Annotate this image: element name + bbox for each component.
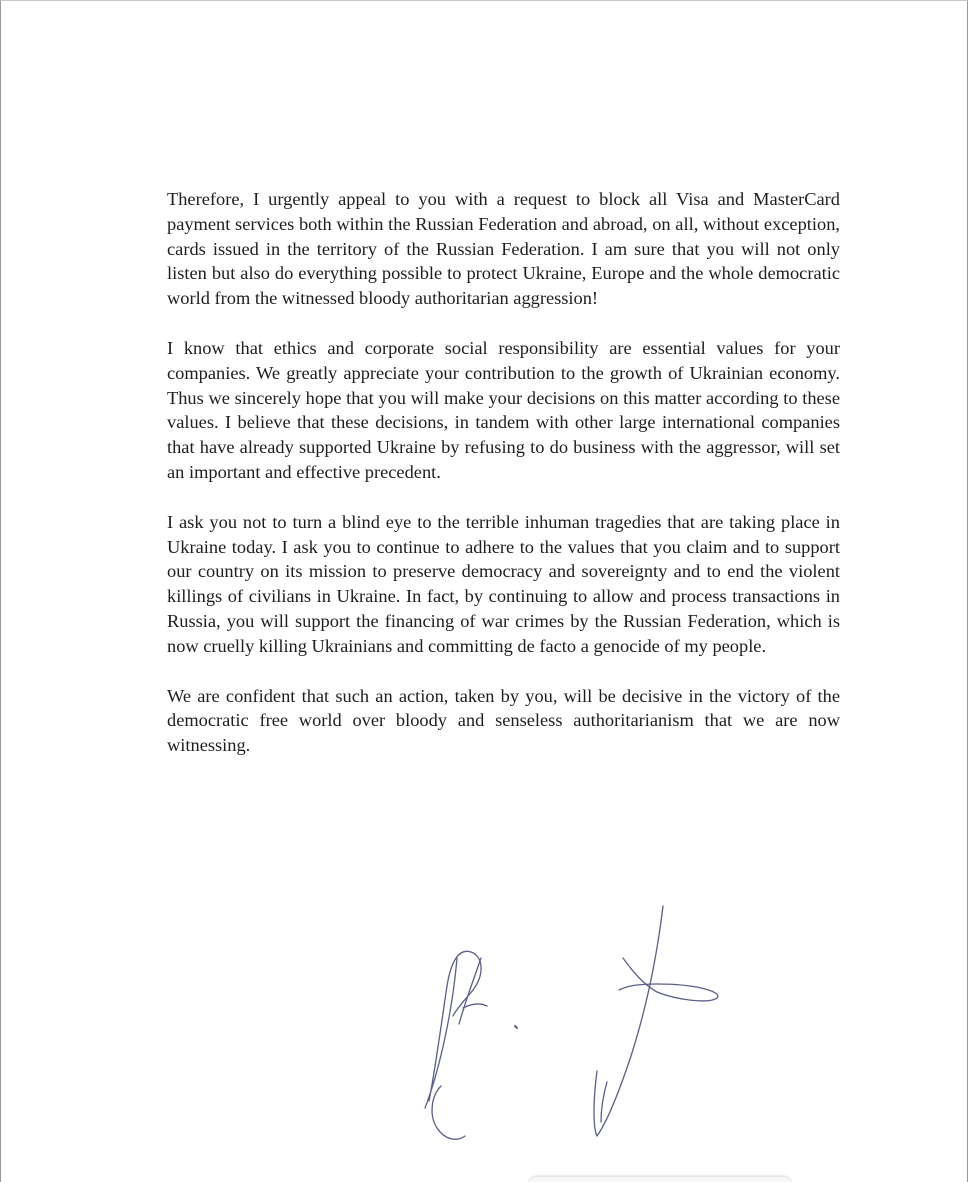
handwritten-signature xyxy=(411,896,731,1146)
page-bottom-tab xyxy=(529,1177,791,1182)
signature-stroke xyxy=(601,1082,607,1122)
paragraph-1: Therefore, I urgently appeal to you with a request to block all Visa and MasterCard payment services both within the Russian Federation and abroad, on all, without exception, cards issued in the territory of the Russian Federation. I am sure that you will not only listen but also do everything possible to protect Ukraine, Europe and the whole democratic world from the witnessed bloody authoritarian aggression! xyxy=(167,189,840,309)
paragraph-3: I ask you not to turn a blind eye to the terrible inhuman tragedies that are taking place in Ukraine today. I ask you to continue to adhere to the values that you claim and to support our country on its mission to preserve democracy and sovereignty and to end the violent killings of civilians in Ukraine. In fact, by continuing to allow and process transactions in Russia, you will support the financing of war crimes by the Russian Federation, which is now cruelly killing Ukrainians and committing de facto a genocide of my people. xyxy=(167,511,840,656)
letter-body xyxy=(167,187,840,783)
signature-stroke xyxy=(619,958,718,1001)
signature-stroke xyxy=(594,906,663,1136)
paragraph-4: We are confident that such an action, taken by you, will be decisive in the victory of the democratic free world over bloody and senseless authoritarianism that we are now witnessing. xyxy=(167,685,840,756)
signature-stroke xyxy=(432,1086,465,1139)
signature-stroke xyxy=(463,1004,487,1008)
signature-stroke xyxy=(515,1026,517,1028)
paragraph-2: I know that ethics and corporate social responsibility are essential values for your companies. We greatly appreciate your contribution to the growth of Ukrainian economy. Thus we sincerely hope that you will make your decisions on this matter according to these values. I believe that these decisions, in tandem with other large international companies that have already supported Ukraine by refusing to do business with the aggressor, will set an important and effective precedent. xyxy=(167,337,840,482)
signature-stroke xyxy=(459,958,481,1024)
